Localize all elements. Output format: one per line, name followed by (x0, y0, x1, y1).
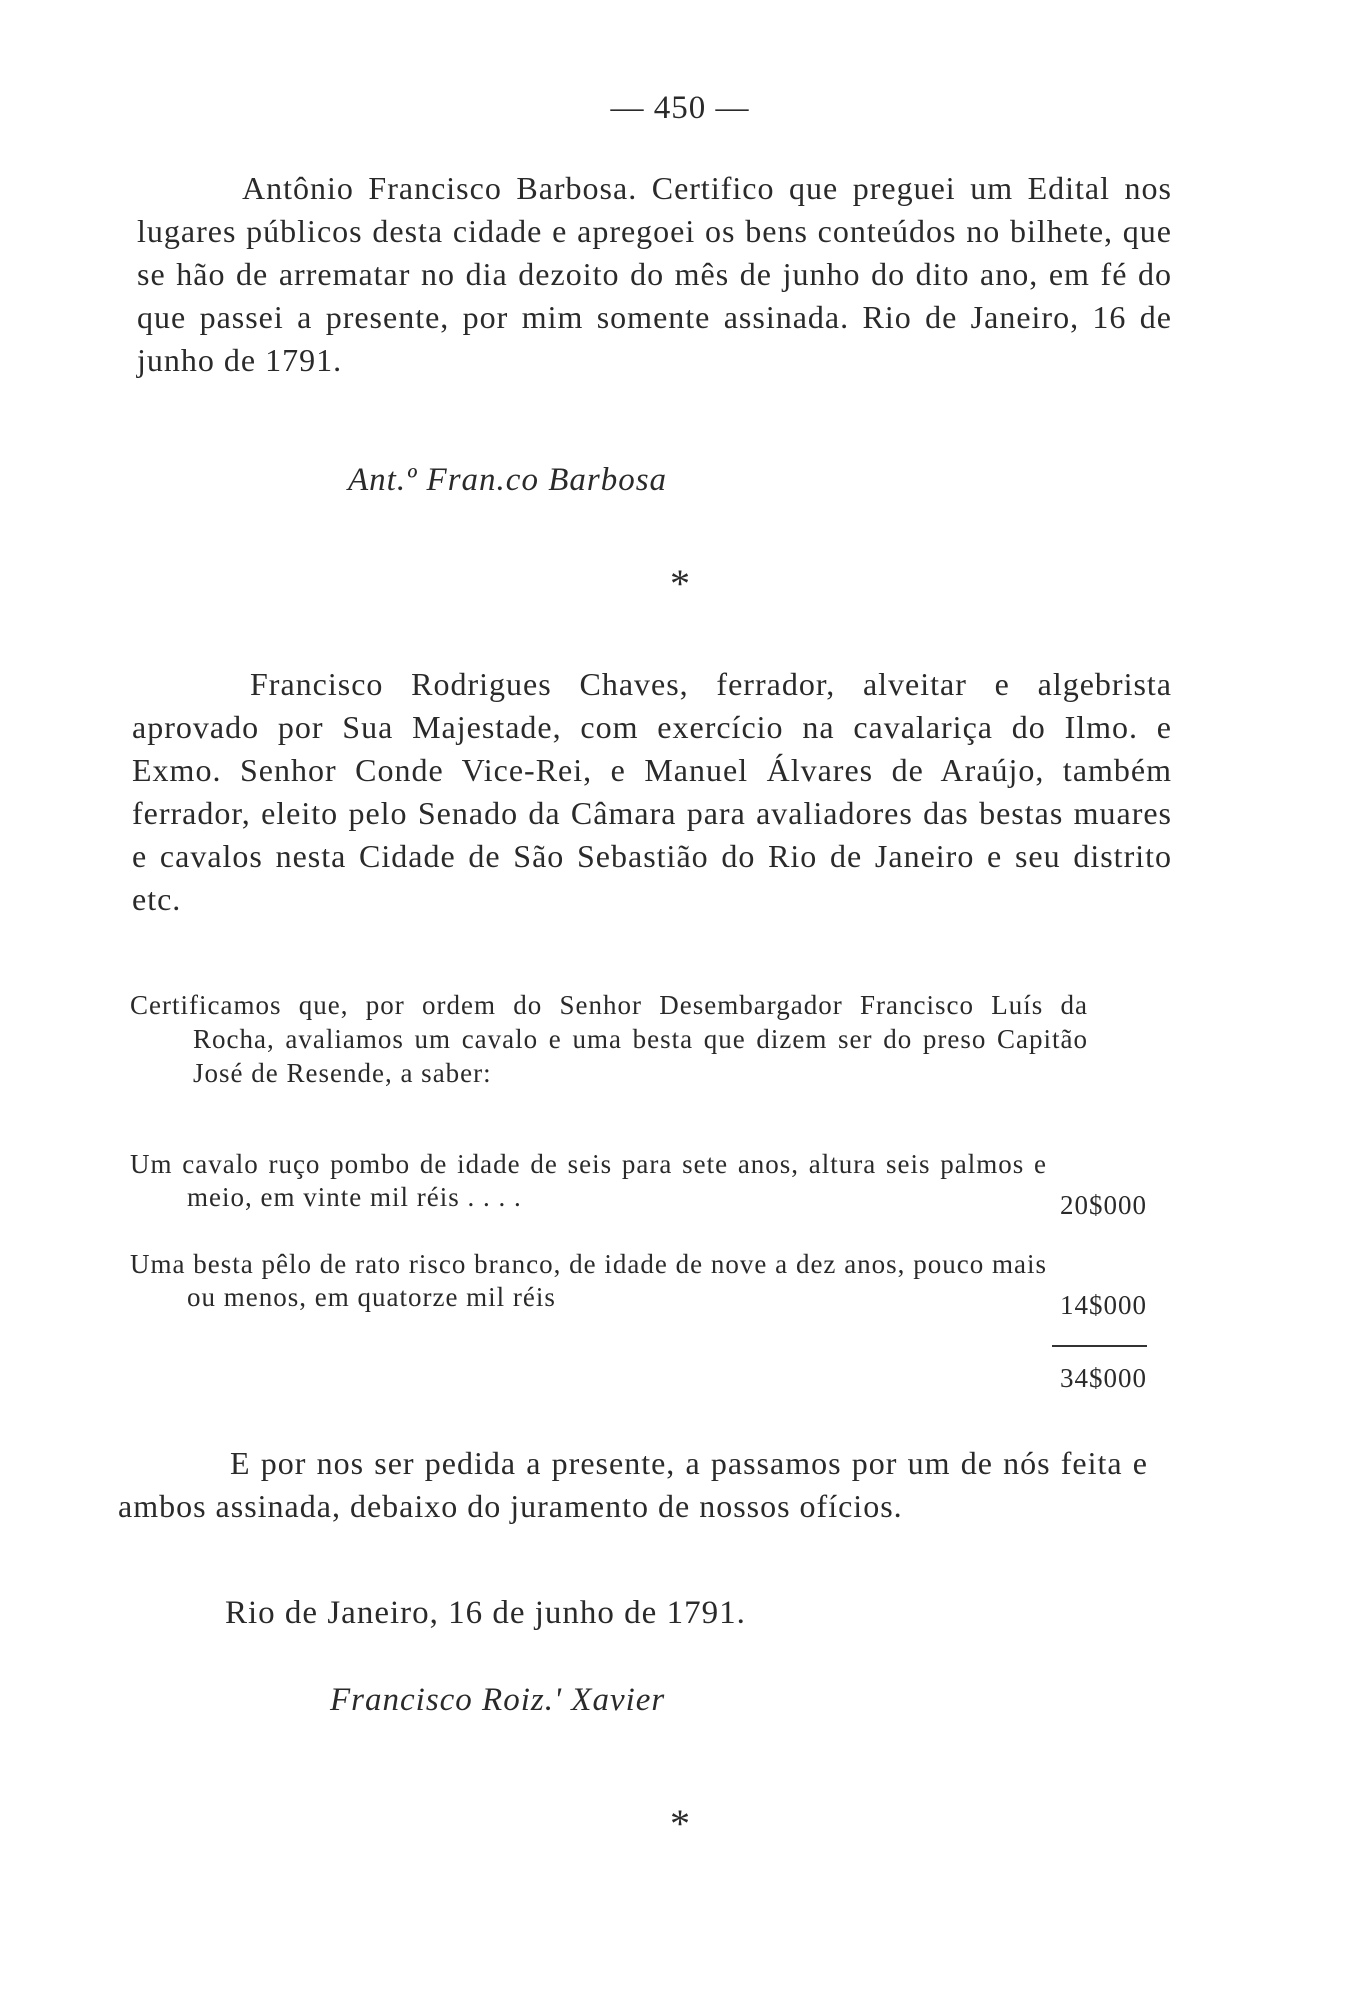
item-amount-horse: 20$000 (1060, 1190, 1147, 1220)
item-description-mule: Uma besta pêlo de rato risco branco, de idade de nove a dez anos, pouco mais ou menos, em quatorze mil réis (130, 1249, 1047, 1312)
separator-asterisk-bottom: * (670, 1801, 690, 1846)
item-amount-mule: 14$000 (1060, 1290, 1147, 1320)
appraisers-paragraph: Francisco Rodrigues Chaves, ferrador, alveitar e algebrista aprovado por Sua Majestade, com exercício na cavalariça do Ilmo. e Exmo. Senhor Conde Vice-Rei, e Manuel Álvares de Araújo, também ferrador, eleito pelo Senado da Câmara para avaliadores das bestas muares e cavalos nesta Cidade de São Sebastião do Rio de Janeiro e seu distrito etc. (132, 666, 1172, 917)
sum-rule (1052, 1345, 1147, 1347)
item-description-horse: Um cavalo ruço pombo de idade de seis para sete anos, altura seis palmos e meio, em vinte mil réis . . . . (130, 1149, 1047, 1212)
certification-paragraph: Certificamos que, por ordem do Senhor Desembargador Francisco Luís da Rocha, avaliamos um cavalo e uma besta que dizem ser do preso Capitão José de Resende, a saber: (130, 990, 1088, 1088)
signature-xavier: Francisco Roiz.' Xavier (330, 1682, 666, 1718)
page-number: — 450 — (610, 90, 750, 126)
date-line: Rio de Janeiro, 16 de junho de 1791. (225, 1595, 746, 1631)
closing-paragraph: E por nos ser pedida a presente, a passamos por um de nós feita e ambos assinada, debaixo do juramento de nossos ofícios. (118, 1445, 1148, 1524)
total-amount: 34$000 (1060, 1363, 1147, 1393)
certificate-paragraph-barbosa: Antônio Francisco Barbosa. Certifico que preguei um Edital nos lugares públicos desta cidade e apregoei os bens conteúdos no bilhete, que se hão de arrematar no dia dezoito do mês de junho do dito ano, em fé do que passei a presente, por mim somente assinada. Rio de Janeiro, 16 de junho de 1791. (137, 170, 1172, 378)
separator-asterisk: * (670, 561, 690, 606)
signature-barbosa: Ant.º Fran.co Barbosa (348, 462, 668, 498)
